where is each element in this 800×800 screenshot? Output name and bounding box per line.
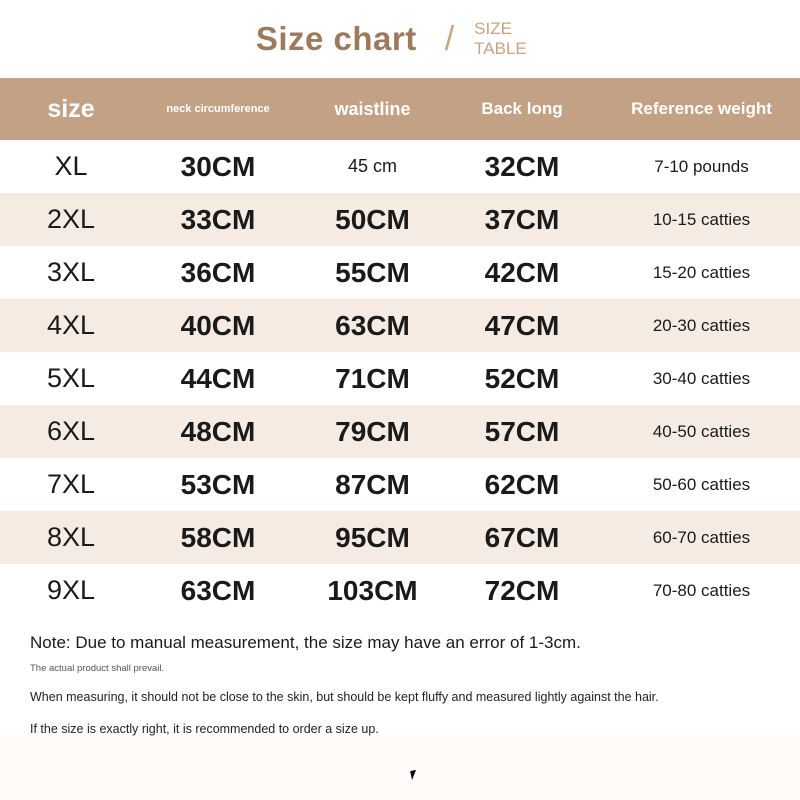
cell-back: 57CM [484, 415, 560, 447]
table-row [0, 140, 800, 193]
table-row [0, 405, 800, 458]
cell-waist: 71CM [335, 362, 410, 394]
cell-size: 7XL [46, 469, 96, 499]
cell-back: 37CM [484, 203, 560, 235]
cell-size: 2XL [46, 204, 96, 234]
cell-waist: 79CM [335, 415, 410, 447]
cell-back: 52CM [484, 362, 560, 394]
note-size-up-recommendation: If the size is exactly right, it is recommended to order a size up. [30, 722, 379, 736]
table-row [0, 564, 800, 617]
cell-reference-weight: 30-40 catties [652, 368, 751, 388]
page-title: Size chart [255, 20, 417, 57]
table-row [0, 511, 800, 564]
column-header-waist: waistline [294, 78, 451, 140]
cell-size: 8XL [46, 522, 96, 552]
table-header [0, 78, 800, 140]
table-row [0, 299, 800, 352]
mouse-cursor [410, 769, 422, 780]
cell-back: 67CM [484, 521, 560, 553]
cell-reference-weight: 20-30 catties [652, 315, 751, 335]
page-header [0, 0, 800, 78]
table-row [0, 458, 800, 511]
cell-neck: 36CM [180, 256, 256, 288]
table-body [0, 140, 800, 617]
page-subtitle: SIZE TABLE [474, 19, 527, 58]
cell-neck: 30CM [180, 150, 256, 182]
cell-back: 32CM [484, 150, 560, 182]
cell-size: 5XL [46, 363, 96, 393]
cell-size: 6XL [46, 416, 96, 446]
table-header-row [0, 78, 800, 140]
cell-reference-weight: 50-60 catties [652, 474, 751, 494]
cell-size: 4XL [46, 310, 96, 340]
cell-back: 47CM [484, 309, 560, 341]
table-row [0, 193, 800, 246]
cell-waist: 95CM [335, 521, 410, 553]
cell-neck: 40CM [180, 309, 256, 341]
table-row [0, 246, 800, 299]
cell-reference-weight: 7-10 pounds [654, 156, 749, 176]
cell-neck: 44CM [180, 362, 256, 394]
title-divider: / [444, 19, 455, 58]
note-actual-product: The actual product shall prevail. [30, 663, 165, 674]
table-row [0, 352, 800, 405]
cell-back: 72CM [484, 574, 560, 606]
cell-reference-weight: 70-80 catties [652, 580, 751, 600]
cell-back: 42CM [484, 256, 560, 288]
note-measuring-instructions: When measuring, it should not be close to the skin, but should be kept fluffy and measured lightly against the hair. [30, 690, 659, 704]
size-table [0, 78, 800, 617]
cell-neck: 48CM [180, 415, 256, 447]
column-header-reference-weight: Reference weight [593, 78, 800, 140]
cell-back: 62CM [484, 468, 560, 500]
column-header-size: size [0, 78, 142, 140]
cell-neck: 63CM [180, 574, 256, 606]
cell-neck: 53CM [180, 468, 256, 500]
cell-neck: 58CM [180, 521, 256, 553]
cell-waist: 63CM [335, 309, 410, 341]
cell-waist: 45 cm [347, 156, 398, 176]
cell-size: 9XL [46, 575, 96, 605]
cell-waist: 87CM [335, 468, 410, 500]
cell-reference-weight: 15-20 catties [652, 262, 751, 282]
column-header-back: Back long [451, 78, 593, 140]
cell-waist: 103CM [327, 574, 418, 606]
cell-size: XL [54, 151, 88, 181]
cell-reference-weight: 40-50 catties [652, 421, 751, 441]
cell-reference-weight: 10-15 catties [652, 209, 751, 229]
cell-size: 3XL [46, 257, 96, 287]
cell-waist: 55CM [335, 256, 410, 288]
notes-section [0, 617, 800, 736]
column-header-neck: neck circumference [142, 78, 294, 140]
cell-reference-weight: 60-70 catties [652, 527, 751, 547]
cell-waist: 50CM [335, 203, 410, 235]
note-measurement-error: Note: Due to manual measurement, the size may have an error of 1-3cm. [30, 633, 581, 652]
cell-neck: 33CM [180, 203, 256, 235]
